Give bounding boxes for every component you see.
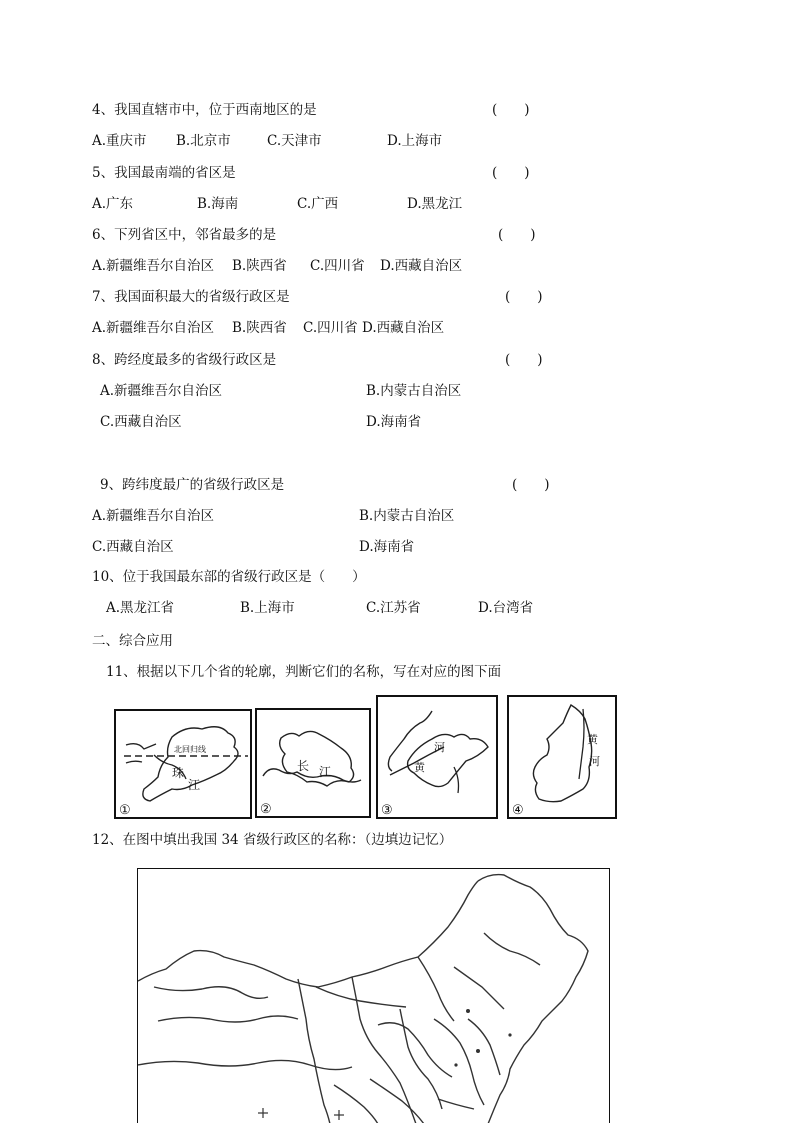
yangtze-label-1: 长 xyxy=(297,759,310,773)
question-10-option-c: C.江苏省 xyxy=(366,600,421,616)
question-10-option-d: D.台湾省 xyxy=(478,600,534,616)
province-outline-2 xyxy=(255,708,371,818)
province-outline-3 xyxy=(376,695,498,819)
question-12-stem: 12、在图中填出我国 34 省级行政区的名称：（边填边记忆） xyxy=(92,832,453,848)
question-8-stem: 8、跨经度最多的省级行政区是 xyxy=(92,352,277,368)
yellow-river-label-3: 黄 xyxy=(587,733,598,746)
tropic-of-cancer-label: 北回归线 xyxy=(174,745,206,754)
yellow-river-label-2: 黄 xyxy=(414,761,425,774)
question-10-option-a: A.黑龙江省 xyxy=(106,600,175,616)
question-7-option-d: D.西藏自治区 xyxy=(362,320,445,336)
province-outline-1 xyxy=(114,709,252,819)
question-9-option-b: B.内蒙古自治区 xyxy=(359,508,455,524)
china-blank-map[interactable] xyxy=(137,868,610,1123)
question-5-option-d: D.黑龙江 xyxy=(407,196,463,212)
question-4-option-c: C.天津市 xyxy=(267,133,322,149)
question-4-option-a: A.重庆市 xyxy=(92,133,147,149)
question-7-stem: 7、我国面积最大的省级行政区是 xyxy=(92,289,290,305)
question-9-option-a: A.新疆维吾尔自治区 xyxy=(92,508,215,524)
section-2-heading: 二、综合应用 xyxy=(92,633,173,649)
question-6-option-d: D.西藏自治区 xyxy=(380,258,463,274)
province-outline-4 xyxy=(507,695,617,819)
question-6-answer-blank[interactable]: ( ) xyxy=(498,227,536,243)
question-8-option-c: C.西藏自治区 xyxy=(100,414,182,430)
question-4-option-b: B.北京市 xyxy=(176,133,231,149)
question-5-stem: 5、我国最南端的省区是 xyxy=(92,165,236,181)
question-8-option-d: D.海南省 xyxy=(366,414,422,430)
question-5-option-c: C.广西 xyxy=(297,196,339,212)
outline-number-1: ① xyxy=(119,803,131,817)
question-9-option-c: C.西藏自治区 xyxy=(92,539,174,555)
question-9-stem: 9、跨纬度最广的省级行政区是 xyxy=(100,477,285,493)
question-8-option-b: B.内蒙古自治区 xyxy=(366,383,462,399)
question-8-answer-blank[interactable]: ( ) xyxy=(505,352,543,368)
question-9-answer-blank[interactable]: ( ) xyxy=(512,477,550,493)
yellow-river-label-1: 河 xyxy=(434,741,445,754)
outline-number-3: ③ xyxy=(381,803,393,817)
question-7-option-b: B.陕西省 xyxy=(232,320,287,336)
question-6-option-b: B.陕西省 xyxy=(232,258,287,274)
pearl-river-label-1: 珠 xyxy=(172,766,185,780)
question-4-option-d: D.上海市 xyxy=(387,133,443,149)
outline-number-4: ④ xyxy=(512,803,524,817)
question-5-option-a: A.广东 xyxy=(92,196,134,212)
question-6-option-c: C.四川省 xyxy=(310,258,365,274)
yangtze-label-2: 江 xyxy=(319,765,332,779)
question-7-option-c: C.四川省 xyxy=(303,320,358,336)
question-8-option-a: A.新疆维吾尔自治区 xyxy=(100,383,223,399)
question-6-option-a: A.新疆维吾尔自治区 xyxy=(92,258,215,274)
pearl-river-label-2: 江 xyxy=(188,778,201,792)
yellow-river-label-4: 河 xyxy=(589,755,600,768)
question-10-option-b: B.上海市 xyxy=(240,600,295,616)
question-10-stem: 10、位于我国最东部的省级行政区是（ ） xyxy=(92,569,366,585)
question-4-stem: 4、我国直辖市中，位于西南地区的是 xyxy=(92,102,317,118)
question-9-option-d: D.海南省 xyxy=(359,539,415,555)
question-6-stem: 6、下列省区中，邻省最多的是 xyxy=(92,227,277,243)
question-5-answer-blank[interactable]: ( ) xyxy=(492,165,530,181)
question-7-option-a: A.新疆维吾尔自治区 xyxy=(92,320,215,336)
question-7-answer-blank[interactable]: ( ) xyxy=(505,289,543,305)
question-5-option-b: B.海南 xyxy=(197,196,239,212)
outline-number-2: ② xyxy=(260,802,272,816)
question-4-answer-blank[interactable]: ( ) xyxy=(492,102,530,118)
question-11-stem: 11、根据以下几个省的轮廓，判断它们的名称，写在对应的图下面 xyxy=(106,664,502,680)
